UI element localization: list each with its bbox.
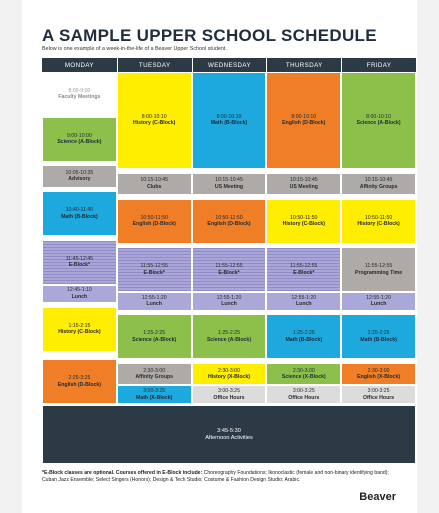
block-time: 11:55-12:55 xyxy=(290,263,318,270)
block-time: 11:55-12:55 xyxy=(364,263,393,270)
block-time: 2:30-3:00 xyxy=(292,367,315,374)
block-time: 1:25-2:25 xyxy=(367,330,390,337)
block-label: Faculty Meetings xyxy=(58,94,101,101)
footnote-bold: *E-Block classes are optional. Courses offered in E-Block include: xyxy=(42,470,203,476)
block-label: Lunch xyxy=(71,293,88,300)
schedule-block-tuesday-12 xyxy=(117,292,192,311)
block-label: English (D-Block) xyxy=(282,120,326,127)
block-label: English (D-Block) xyxy=(207,221,251,228)
block-time: 3:00-3:25 xyxy=(292,388,315,395)
block-label: Science (A-Block) xyxy=(356,120,401,127)
block-time: 10:15-10:45 xyxy=(289,177,318,184)
block-time: 2:30-3:00 xyxy=(143,367,166,374)
block-time: 11:55-12:55 xyxy=(140,263,168,270)
schedule-block-thursday-27 xyxy=(266,247,341,292)
block-label: E-Block* xyxy=(68,262,91,269)
block-time: 11:55-12:55 xyxy=(215,263,243,270)
block-label: English (D-Block) xyxy=(57,381,102,388)
schedule-block-thursday-31 xyxy=(266,385,341,404)
block-time: 12:55-1:20 xyxy=(216,294,242,301)
schedule-block-thursday-26 xyxy=(266,199,341,244)
schedule-block-thursday-29 xyxy=(266,314,341,359)
block-time: 1:25-2:25 xyxy=(143,330,166,337)
block-time: 10:15-10:45 xyxy=(215,177,243,184)
block-time: 8:00-9:00 xyxy=(68,87,91,94)
schedule-block-tuesday-8 xyxy=(117,72,192,169)
schedule-block-friday-37 xyxy=(341,314,416,359)
block-label: Math (X-Block) xyxy=(136,394,173,401)
schedule-block-wednesday-23 xyxy=(192,385,267,404)
schedule-block-monday-1 xyxy=(42,117,117,162)
block-time: 8:00-10:10 xyxy=(141,113,167,120)
block-time: 10:05-10:35 xyxy=(65,169,94,176)
block-time: 10:15-10:45 xyxy=(140,177,169,184)
schedule-block-wednesday-16 xyxy=(192,72,267,169)
block-time: 12:55-1:20 xyxy=(141,294,167,301)
page-subtitle: Below is one example of a week-in-the-life of a Beaver Upper School student. xyxy=(42,46,227,52)
schedule-block-friday-32 xyxy=(341,72,416,169)
day-header-tuesday: TUESDAY xyxy=(118,58,192,72)
block-time: 10:50-11:50 xyxy=(364,214,393,221)
block-time: 8:00-10:10 xyxy=(291,113,317,120)
block-time: 9:00-10:00 xyxy=(66,132,92,139)
block-label: English (X-Block) xyxy=(357,374,401,381)
block-label: US Meeting xyxy=(289,183,318,190)
block-label: Math (B-Block) xyxy=(61,213,98,220)
schedule-block-friday-39 xyxy=(341,385,416,404)
block-label: English (D-Block) xyxy=(132,221,176,228)
block-time: 2:25-3:25 xyxy=(68,375,91,382)
schedule-block-thursday-28 xyxy=(266,292,341,311)
block-time: 12:55-1:20 xyxy=(291,294,317,301)
schedule-block-tuesday-13 xyxy=(117,314,192,359)
schedule-block-monday-4 xyxy=(42,240,117,285)
block-label: Affinity Groups xyxy=(135,374,174,381)
afternoon-activities-block xyxy=(42,405,416,464)
afternoon-label: Afternoon Activities xyxy=(205,434,253,441)
block-time: 3:00-3:25 xyxy=(143,388,166,395)
schedule-block-monday-6 xyxy=(42,307,117,352)
block-time: 3:00-3:25 xyxy=(367,388,390,395)
schedule-block-wednesday-22 xyxy=(192,363,267,385)
block-label: Math (B-Block) xyxy=(360,336,397,343)
schedule-block-monday-0 xyxy=(42,72,117,117)
block-label: Clubs xyxy=(146,183,162,190)
block-label: History (C-Block) xyxy=(357,221,400,228)
schedule-grid xyxy=(42,58,416,464)
block-time: 10:40-11:40 xyxy=(65,207,94,214)
block-label: Office Hours xyxy=(288,394,320,401)
schedule-block-thursday-30 xyxy=(266,363,341,385)
block-label: History (C-Block) xyxy=(58,329,101,336)
block-time: 1:25-2:25 xyxy=(292,330,315,337)
block-label: Lunch xyxy=(296,301,312,308)
block-label: Lunch xyxy=(370,301,387,308)
schedule-block-monday-2 xyxy=(42,165,117,187)
schedule-block-wednesday-20 xyxy=(192,292,267,311)
block-label: Science (A-Block) xyxy=(57,139,102,146)
schedule-block-friday-35 xyxy=(341,247,416,292)
afternoon-time: 3:45-5:30 xyxy=(217,427,241,434)
block-time: 12:45-1:10 xyxy=(66,287,92,294)
block-label: Office Hours xyxy=(213,394,245,401)
block-label: E-Block* xyxy=(143,269,165,276)
block-time: 2:30-3:00 xyxy=(218,367,240,374)
block-label: Office Hours xyxy=(363,394,395,401)
day-header-monday: MONDAY xyxy=(42,58,117,72)
schedule-block-friday-36 xyxy=(341,292,416,311)
schedule-block-tuesday-10 xyxy=(117,199,192,244)
schedule-block-friday-34 xyxy=(341,199,416,244)
schedule-block-monday-7 xyxy=(42,359,117,404)
block-time: 10:50-11:50 xyxy=(290,214,318,221)
block-label: Science (A-Block) xyxy=(132,336,177,343)
block-time: 1:25-2:25 xyxy=(218,330,240,337)
schedule-block-wednesday-17 xyxy=(192,173,267,195)
block-label: Science (X-Block) xyxy=(281,374,326,381)
schedule-block-monday-3 xyxy=(42,191,117,236)
schedule-block-wednesday-19 xyxy=(192,247,267,292)
schedule-page xyxy=(22,0,417,513)
block-label: History (C-Block) xyxy=(133,120,176,127)
block-label: E-Block* xyxy=(218,269,240,276)
schedule-block-monday-5 xyxy=(42,285,117,304)
schedule-block-tuesday-14 xyxy=(117,363,192,385)
schedule-block-tuesday-11 xyxy=(117,247,192,292)
footnote-text: Choreography Foundations; Ikonoclastic (female and non-binary identifying band); Cuban Jazz Ensemble; Select Singers (Honors); Design & Tech Studio; Costume & Fashion Design Studio; Arabic. xyxy=(42,470,389,483)
block-time: 12:55-1:20 xyxy=(366,294,391,301)
beaver-logo: Beaver xyxy=(359,491,396,503)
day-header-wednesday: WEDNESDAY xyxy=(193,58,267,72)
block-label: Affinity Groups xyxy=(359,183,398,190)
block-label: Science (A-Block) xyxy=(206,336,252,343)
day-header-thursday: THURSDAY xyxy=(267,58,341,72)
block-label: Math (B-Block) xyxy=(210,120,248,127)
block-label: Lunch xyxy=(221,301,237,308)
block-label: Programming Time xyxy=(354,269,403,276)
block-time: 8:00-10:10 xyxy=(216,113,242,120)
block-label: E-Block* xyxy=(293,269,315,276)
block-time: 11:45-12:45 xyxy=(65,255,94,262)
block-label: History (C-Block) xyxy=(282,221,325,228)
block-time: 1:15-2:15 xyxy=(68,322,91,329)
block-time: 2:30-3:00 xyxy=(367,367,390,374)
block-time: 10:15-10:45 xyxy=(364,177,393,184)
footnote xyxy=(42,470,402,483)
block-time: 3:00-3:25 xyxy=(218,388,240,395)
schedule-block-friday-38 xyxy=(341,363,416,385)
block-time: 10:50-11:50 xyxy=(140,214,168,221)
block-label: Math (B-Block) xyxy=(285,336,323,343)
page-title: A SAMPLE UPPER SCHOOL SCHEDULE xyxy=(42,26,377,45)
schedule-block-tuesday-9 xyxy=(117,173,192,195)
block-time: 8:00-10:10 xyxy=(366,113,391,120)
schedule-block-friday-33 xyxy=(341,173,416,195)
schedule-block-tuesday-15 xyxy=(117,385,192,404)
schedule-block-wednesday-21 xyxy=(192,314,267,359)
schedule-block-thursday-25 xyxy=(266,173,341,195)
block-label: History (X-Block) xyxy=(207,374,251,381)
day-header-friday: FRIDAY xyxy=(342,58,416,72)
schedule-block-thursday-24 xyxy=(266,72,341,169)
schedule-block-wednesday-18 xyxy=(192,199,267,244)
block-time: 10:50-11:50 xyxy=(215,214,243,221)
block-label: US Meeting xyxy=(214,183,244,190)
block-label: Advisory xyxy=(68,176,91,183)
block-label: Lunch xyxy=(146,301,162,308)
